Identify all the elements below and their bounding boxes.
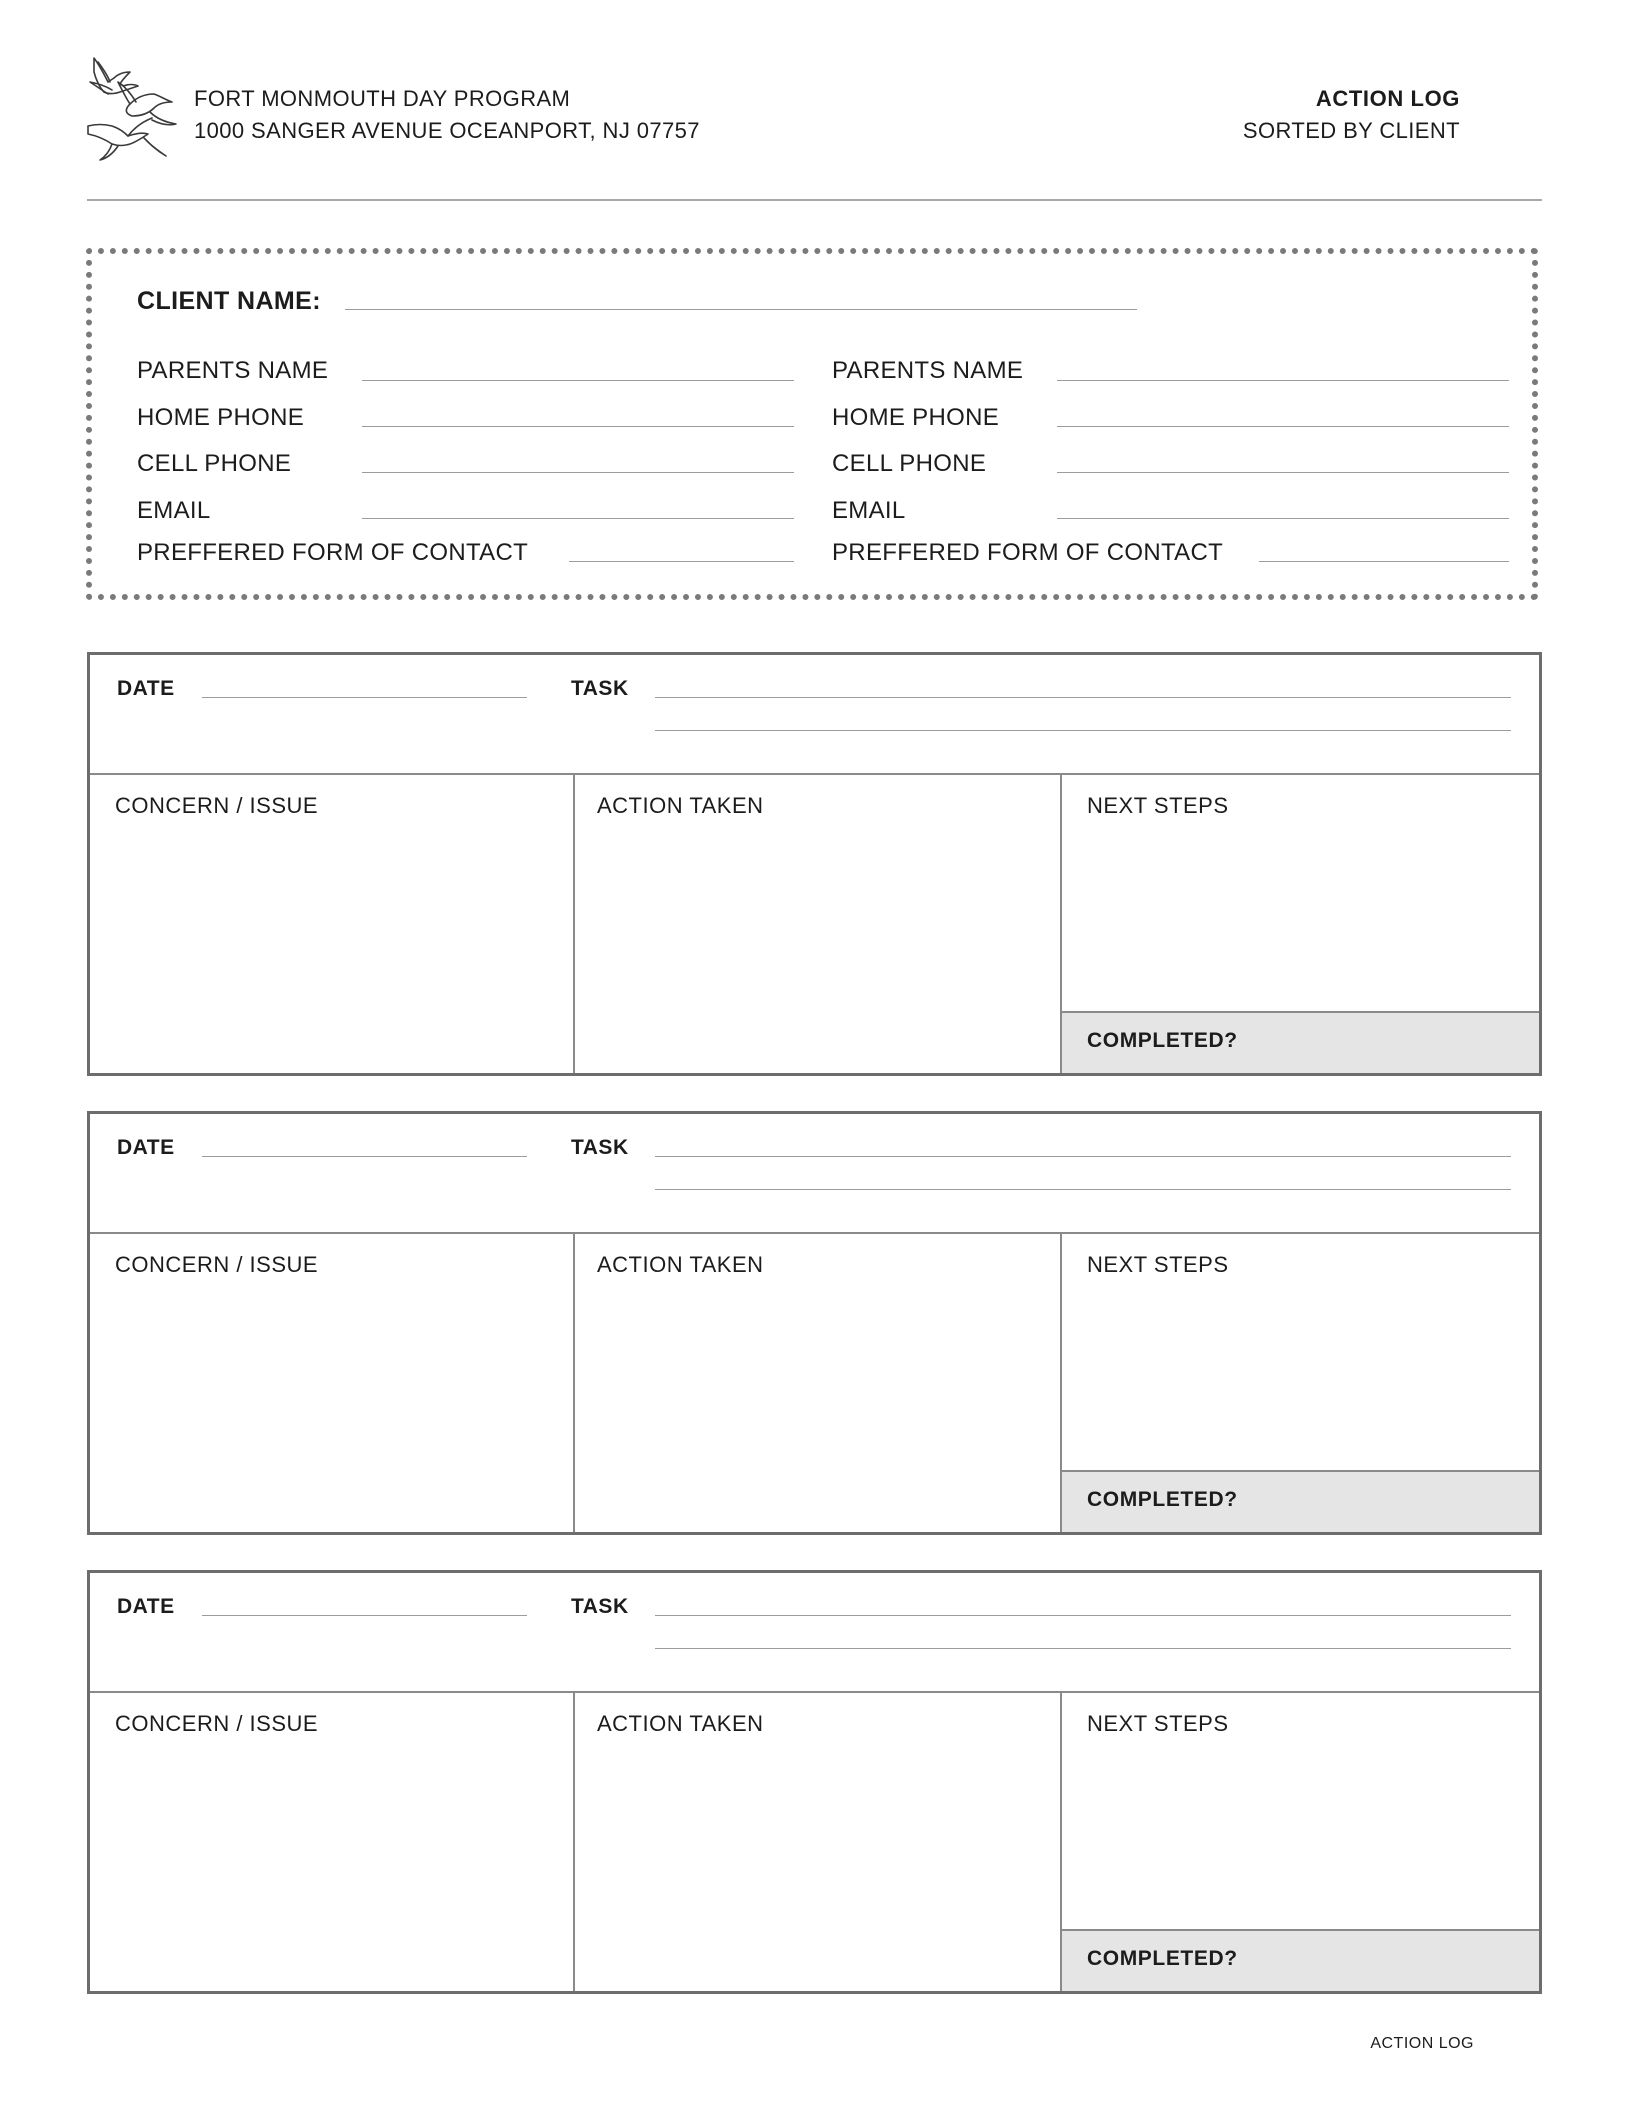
client-name-line[interactable] bbox=[345, 309, 1137, 310]
completed-field[interactable] bbox=[1062, 1011, 1539, 1073]
action-cell[interactable] bbox=[575, 1691, 1062, 1991]
client-name-label: CLIENT NAME: bbox=[137, 287, 321, 315]
completed-field[interactable] bbox=[1062, 1929, 1539, 1991]
concern-cell[interactable] bbox=[90, 1691, 575, 1991]
date-label: DATE bbox=[117, 677, 175, 700]
org-address: 1000 SANGER AVENUE OCEANPORT, NJ 07757 bbox=[194, 118, 700, 143]
left-contact-pref-line[interactable] bbox=[569, 561, 794, 562]
date-label: DATE bbox=[117, 1595, 175, 1618]
right-cell-phone-label: CELL PHONE bbox=[832, 450, 987, 477]
right-contact-pref-label: PREFFERED FORM OF CONTACT bbox=[832, 539, 1224, 566]
next-steps-cell[interactable] bbox=[1062, 1232, 1539, 1532]
task-line-2[interactable] bbox=[655, 1648, 1511, 1649]
right-email-line[interactable] bbox=[1057, 518, 1509, 519]
completed-label: COMPLETED? bbox=[1087, 1029, 1238, 1052]
concern-label: CONCERN / ISSUE bbox=[115, 793, 319, 818]
task-line-1[interactable] bbox=[655, 1615, 1511, 1616]
right-contact-pref-line[interactable] bbox=[1259, 561, 1509, 562]
entry-header bbox=[90, 1573, 1539, 1693]
next-steps-cell[interactable] bbox=[1062, 773, 1539, 1073]
right-cell-phone-line[interactable] bbox=[1057, 472, 1509, 473]
log-entry bbox=[87, 1111, 1542, 1535]
header-divider bbox=[87, 199, 1542, 201]
right-home-phone-line[interactable] bbox=[1057, 426, 1509, 427]
date-line[interactable] bbox=[202, 1615, 527, 1616]
right-email-label: EMAIL bbox=[832, 497, 906, 524]
next-steps-label: NEXT STEPS bbox=[1087, 1252, 1229, 1277]
action-label: ACTION TAKEN bbox=[597, 793, 764, 818]
completed-label: COMPLETED? bbox=[1087, 1488, 1238, 1511]
right-parents-name-label: PARENTS NAME bbox=[832, 357, 1024, 384]
left-email-line[interactable] bbox=[362, 518, 794, 519]
task-label: TASK bbox=[571, 1136, 629, 1159]
next-steps-label: NEXT STEPS bbox=[1087, 793, 1229, 818]
next-steps-label: NEXT STEPS bbox=[1087, 1711, 1229, 1736]
left-parents-name-line[interactable] bbox=[362, 380, 794, 381]
action-cell[interactable] bbox=[575, 1232, 1062, 1532]
action-label: ACTION TAKEN bbox=[597, 1252, 764, 1277]
next-steps-cell[interactable] bbox=[1062, 1691, 1539, 1991]
document-title: ACTION LOG bbox=[1315, 86, 1460, 111]
task-label: TASK bbox=[571, 677, 629, 700]
left-contact-pref-label: PREFFERED FORM OF CONTACT bbox=[137, 539, 529, 566]
action-cell[interactable] bbox=[575, 773, 1062, 1073]
task-label: TASK bbox=[571, 1595, 629, 1618]
left-parents-name-label: PARENTS NAME bbox=[137, 357, 329, 384]
concern-label: CONCERN / ISSUE bbox=[115, 1711, 319, 1736]
task-line-2[interactable] bbox=[655, 1189, 1511, 1190]
date-label: DATE bbox=[117, 1136, 175, 1159]
task-line-1[interactable] bbox=[655, 1156, 1511, 1157]
task-line-1[interactable] bbox=[655, 697, 1511, 698]
concern-cell[interactable] bbox=[90, 773, 575, 1073]
concern-label: CONCERN / ISSUE bbox=[115, 1252, 319, 1277]
footer-label: ACTION LOG bbox=[1370, 2035, 1474, 2052]
left-email-label: EMAIL bbox=[137, 497, 211, 524]
org-name: FORT MONMOUTH DAY PROGRAM bbox=[194, 86, 571, 111]
concern-cell[interactable] bbox=[90, 1232, 575, 1532]
document-subtitle: SORTED BY CLIENT bbox=[1242, 118, 1460, 143]
date-line[interactable] bbox=[202, 697, 527, 698]
completed-label: COMPLETED? bbox=[1087, 1947, 1238, 1970]
log-entry bbox=[87, 1570, 1542, 1994]
left-home-phone-label: HOME PHONE bbox=[137, 404, 305, 431]
right-parents-name-line[interactable] bbox=[1057, 380, 1509, 381]
date-line[interactable] bbox=[202, 1156, 527, 1157]
flying-birds-icon bbox=[84, 56, 178, 162]
action-label: ACTION TAKEN bbox=[597, 1711, 764, 1736]
entry-header bbox=[90, 1114, 1539, 1234]
entry-header bbox=[90, 655, 1539, 775]
task-line-2[interactable] bbox=[655, 730, 1511, 731]
left-home-phone-line[interactable] bbox=[362, 426, 794, 427]
left-cell-phone-line[interactable] bbox=[362, 472, 794, 473]
left-cell-phone-label: CELL PHONE bbox=[137, 450, 292, 477]
completed-field[interactable] bbox=[1062, 1470, 1539, 1532]
right-home-phone-label: HOME PHONE bbox=[832, 404, 1000, 431]
log-entry bbox=[87, 652, 1542, 1076]
